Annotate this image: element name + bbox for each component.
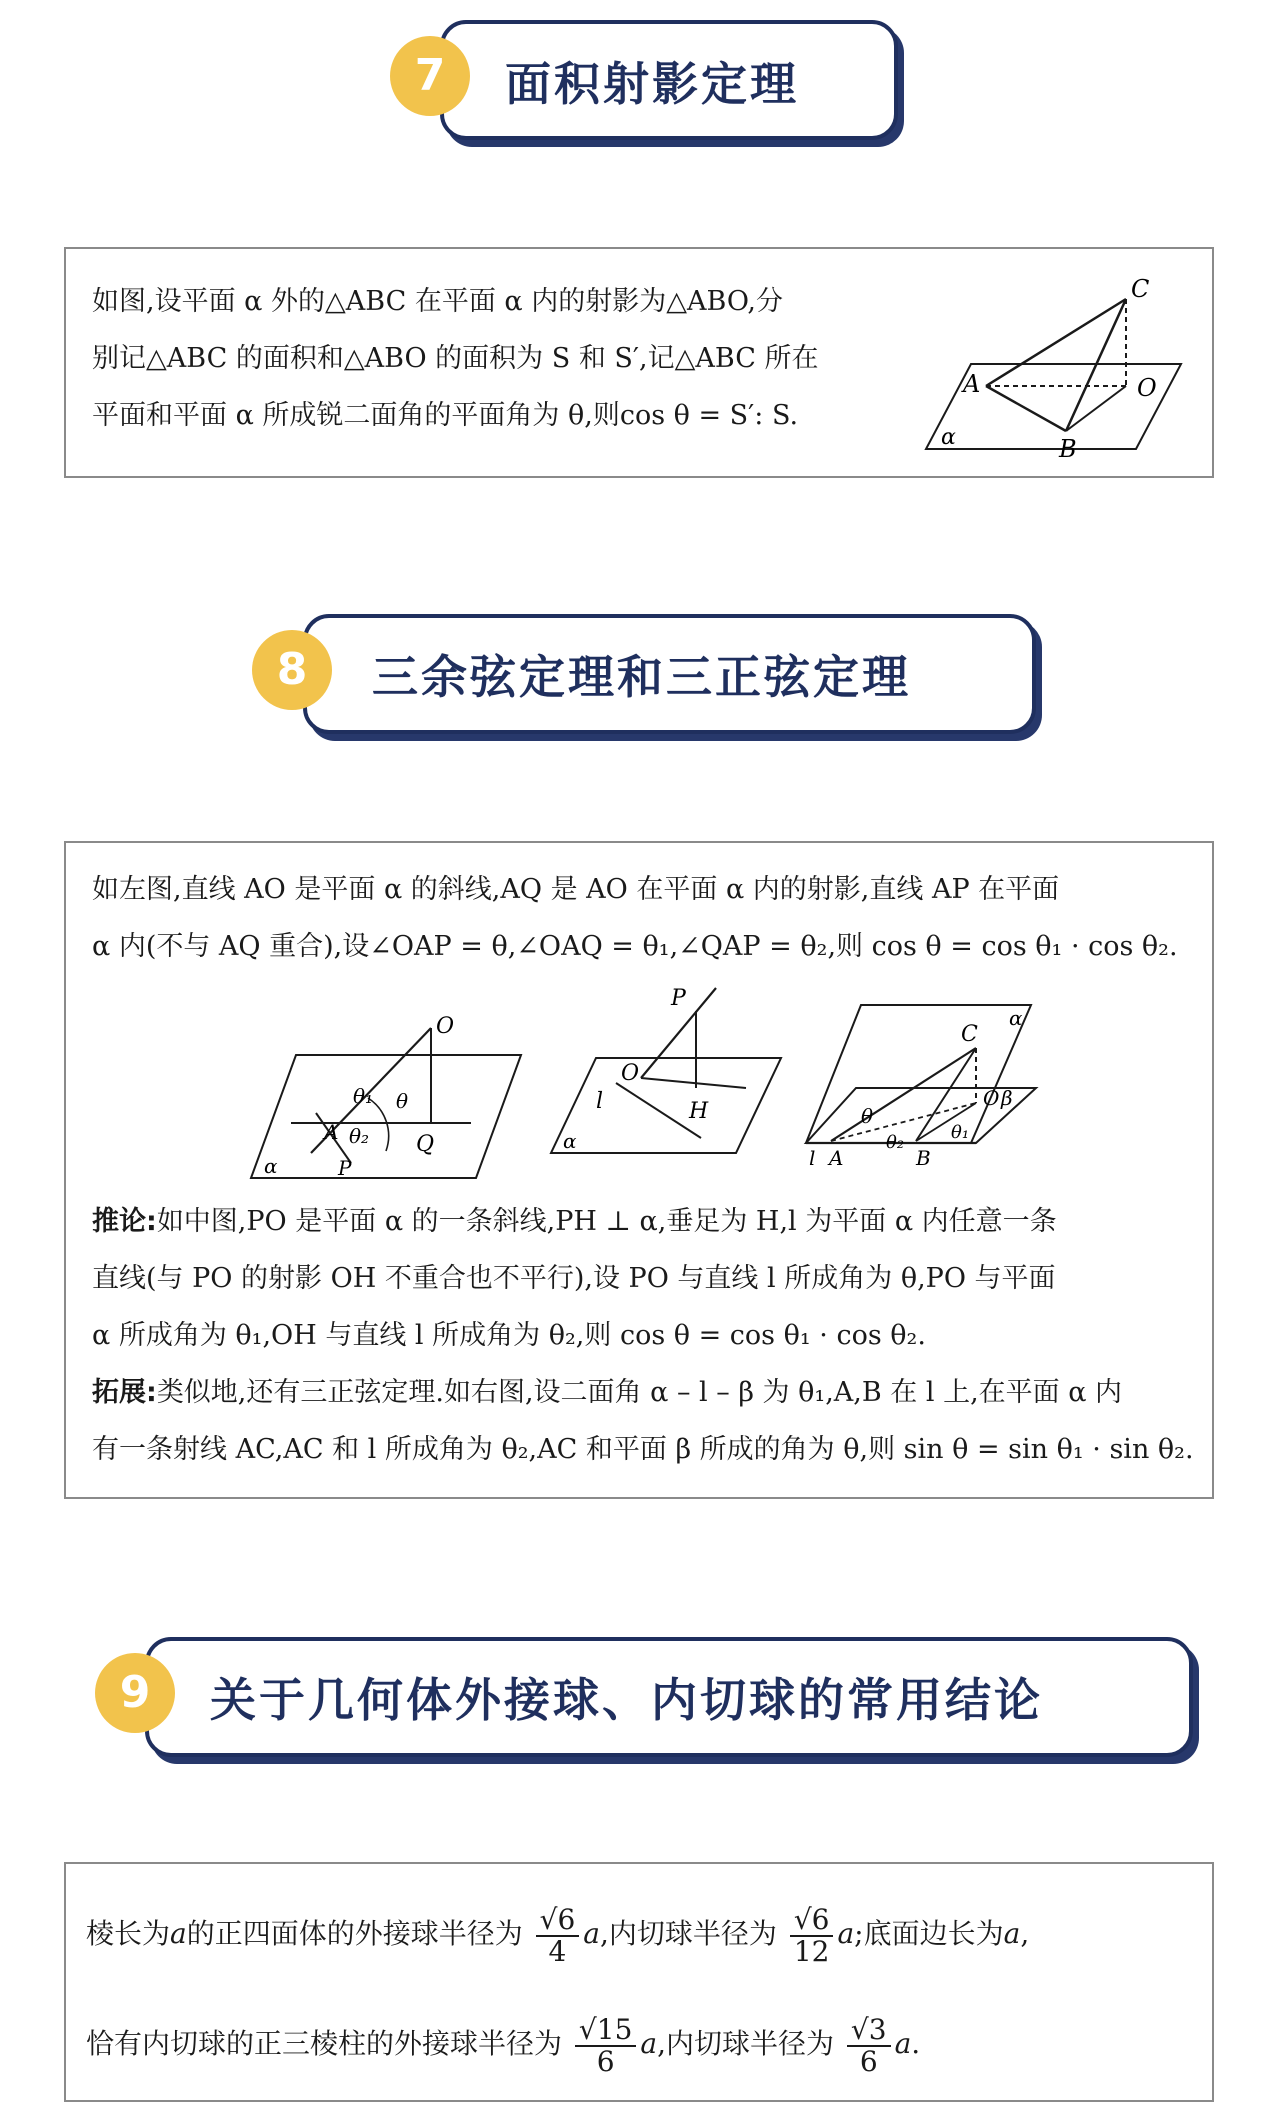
label-Q-left: Q <box>416 1132 435 1157</box>
line1-text-c: 的正四面体的外接球半径为 <box>186 1917 523 1950</box>
line1-text-a: 棱长为 <box>86 1917 171 1950</box>
section-9-title: 关于几何体外接球、内切球的常用结论 <box>210 1673 1043 1727</box>
section-8-intro-line-2: α 内(不与 AQ 重合),设∠OAP = θ,∠OAQ = θ₁,∠QAP = θ₂,则 cos θ = cos θ₁ · cos θ₂. <box>92 931 1178 962</box>
section-8-extension-line-2: 有一条射线 AC,AC 和 l 所成角为 θ₂,AC 和平面 β 所成的角为 θ,则 sin θ = sin θ₁ · sin θ₂. <box>92 1434 1194 1465</box>
section-7-box <box>64 247 1214 478</box>
corollary-label: 推论: <box>92 1206 157 1237</box>
label-alpha: α <box>941 425 956 450</box>
section-7-title: 面积射影定理 <box>505 57 799 111</box>
edge-AB <box>986 386 1066 431</box>
fraction-sqrt3-over-6: $\frac{√3}{6}$ <box>847 2015 891 2077</box>
section-8-corollary-line-1 <box>92 1193 1057 1250</box>
line1-text-g: ;底面边长为 <box>854 1917 1004 1950</box>
label-alpha-right: α <box>1009 1006 1023 1030</box>
label-alpha-left: α <box>264 1154 278 1178</box>
section-8-box <box>64 841 1214 1499</box>
section-9-box <box>64 1862 1214 2102</box>
section-8-corollary-line-2: 直线(与 PO 的射影 OH 不重合也不平行),设 PO 与直线 l 所成角为 θ,PO 与平面 <box>92 1263 1056 1294</box>
label-C-right: C <box>961 1022 978 1047</box>
section-8-title: 三余弦定理和三正弦定理 <box>372 650 911 704</box>
line2-text-e: . <box>911 2027 921 2060</box>
label-O-left: O <box>436 1014 455 1039</box>
label-theta2-right: θ₂ <box>886 1132 905 1153</box>
three-cosine-figure-middle <box>541 983 791 1168</box>
line1-var-d: a <box>583 1917 600 1950</box>
line1-var-f: a <box>837 1917 855 1950</box>
section-8-corollary-line-3: α 所成角为 θ₁,OH 与直线 l 所成角为 θ₂,则 cos θ = cos θ₁ · cos θ₂. <box>92 1320 926 1351</box>
line2-var-d: a <box>894 2027 912 2060</box>
label-P-middle: P <box>671 986 686 1011</box>
section-9-line-2 <box>86 2014 920 2077</box>
label-theta2-left: θ₂ <box>349 1124 370 1148</box>
extension-text-1: 类似地,还有三正弦定理.如右图,设二面角 α – l – β 为 θ₁,A,B 在 l 上,在平面 α 内 <box>156 1377 1123 1408</box>
label-beta-right: β <box>1001 1086 1013 1110</box>
projection-OH <box>641 1078 746 1088</box>
label-O-middle: O <box>621 1061 640 1086</box>
label-O: O <box>1137 374 1157 402</box>
section-8-extension-line-1 <box>92 1364 1122 1421</box>
section-7-text-line-3: 平面和平面 α 所成锐二面角的平面角为 θ,则cos θ = S′: S. <box>92 400 799 431</box>
label-l-right: l <box>809 1146 816 1170</box>
label-theta-left: θ <box>396 1089 409 1113</box>
label-A-right: A <box>829 1146 844 1170</box>
line1-var-a: a <box>170 1917 187 1950</box>
three-sine-figure-right <box>801 993 1051 1178</box>
label-theta-right: θ <box>861 1104 874 1128</box>
section-7-number-badge: 7 <box>390 36 470 116</box>
projection-figure <box>911 269 1211 469</box>
three-cosine-figure-left <box>246 1003 536 1188</box>
label-O-right: O <box>983 1086 1000 1110</box>
label-theta1-right: θ₁ <box>951 1122 970 1143</box>
line2-text-a: 恰有内切球的正三棱柱的外接球半径为 <box>86 2027 563 2060</box>
plane-alpha-middle <box>551 1058 781 1153</box>
line1-var-h: a <box>1003 1917 1021 1950</box>
fraction-sqrt15-over-6: $\frac{√15}{6}$ <box>575 2015 636 2077</box>
extension-label: 拓展: <box>92 1377 157 1408</box>
label-A-left: A <box>324 1120 339 1144</box>
line1-text-i: , <box>1020 1917 1030 1950</box>
fraction-sqrt6-over-12: $\frac{√6}{12}$ <box>790 1905 834 1967</box>
label-B-right: B <box>916 1146 931 1170</box>
section-8-number-badge: 8 <box>252 630 332 710</box>
label-alpha-middle: α <box>563 1129 577 1153</box>
section-7-text-line-1: 如图,设平面 α 外的△ABC 在平面 α 内的射影为△ABO,分 <box>92 286 783 317</box>
label-theta1-left: θ₁ <box>353 1084 374 1108</box>
line2-var-b: a <box>640 2027 658 2060</box>
label-A: A <box>963 370 981 398</box>
line1-text-e: ,内切球半径为 <box>600 1917 777 1950</box>
label-C: C <box>1131 275 1150 303</box>
line2-text-c: ,内切球半径为 <box>657 2027 835 2060</box>
label-P-left: P <box>338 1156 352 1180</box>
label-H-middle: H <box>689 1099 709 1124</box>
label-l-middle: l <box>596 1089 604 1114</box>
fraction-sqrt6-over-4: $\frac{√6}{4}$ <box>536 1905 580 1967</box>
section-7-text-line-2: 别记△ABC 的面积和△ABO 的面积为 S 和 S′,记△ABC 所在 <box>92 343 819 374</box>
corollary-text-1: 如中图,PO 是平面 α 的一条斜线,PH ⊥ α,垂足为 H,l 为平面 α 内任意一条 <box>156 1206 1057 1237</box>
section-9-number-badge: 9 <box>95 1653 175 1733</box>
section-9-line-1 <box>86 1904 1029 1967</box>
section-8-intro-line-1: 如左图,直线 AO 是平面 α 的斜线,AQ 是 AO 在平面 α 内的射影,直线 AP 在平面 <box>92 874 1060 905</box>
label-B: B <box>1059 435 1077 463</box>
